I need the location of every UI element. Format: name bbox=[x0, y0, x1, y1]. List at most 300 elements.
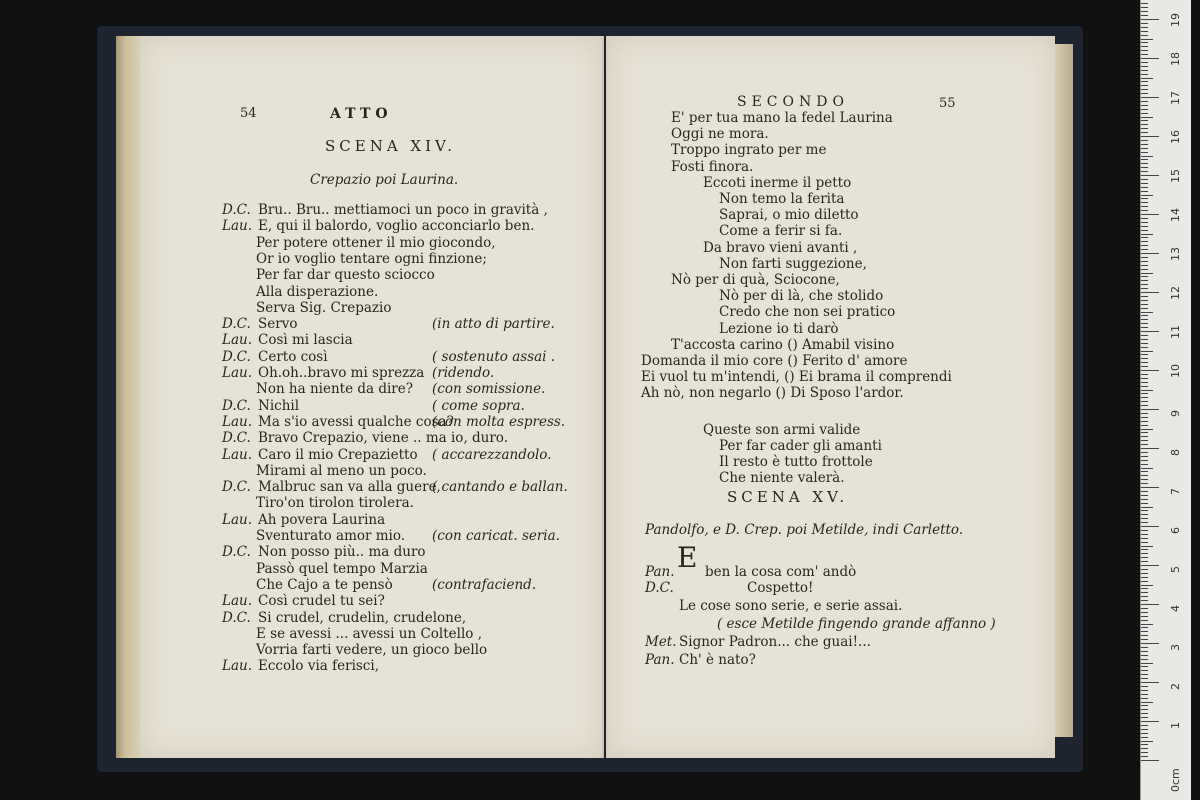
ruler-tick bbox=[1141, 401, 1148, 402]
ruler-tick bbox=[1141, 85, 1148, 86]
ruler-tick bbox=[1141, 62, 1148, 63]
dialogue-line: Eccolo via ferisci, bbox=[258, 658, 379, 675]
ruler-tick bbox=[1141, 191, 1148, 192]
ruler-tick bbox=[1141, 113, 1148, 114]
ruler-unit-label: 0cm bbox=[1169, 768, 1182, 792]
ruler-tick bbox=[1141, 42, 1148, 43]
ruler-number: 12 bbox=[1169, 286, 1182, 300]
speaker-label: Lau. bbox=[222, 511, 252, 528]
speaker-label: Pan. bbox=[645, 652, 675, 668]
verse-line: Troppo ingrato per me bbox=[671, 142, 827, 159]
dialogue-line: Serva Sig. Crepazio bbox=[256, 299, 392, 316]
ruler-tick bbox=[1141, 417, 1148, 418]
ruler-tick bbox=[1141, 358, 1148, 359]
dialogue-line: ben la cosa com' andò bbox=[705, 564, 857, 580]
ruler-tick bbox=[1141, 183, 1148, 184]
ruler-tick bbox=[1141, 510, 1148, 511]
dialogue-line: Servo bbox=[258, 316, 298, 333]
ruler-tick bbox=[1141, 444, 1148, 445]
ruler-tick bbox=[1141, 46, 1148, 47]
dialogue-line: Ma s'io avessi qualche cosa? bbox=[258, 413, 454, 430]
ruler-tick bbox=[1141, 464, 1148, 465]
ruler-tick bbox=[1141, 569, 1148, 570]
ruler-tick bbox=[1141, 600, 1148, 601]
verse-line: Per far cader gli amanti bbox=[719, 437, 882, 454]
dialogue-line: E, qui il balordo, voglio acconciarlo ben. bbox=[258, 218, 535, 235]
dialogue-line: Tiro'on tirolon tirolera. bbox=[256, 495, 414, 512]
ruler-tick bbox=[1141, 327, 1148, 328]
dialogue-line: Signor Padron... che guai!... bbox=[679, 634, 871, 650]
ruler-tick bbox=[1141, 335, 1148, 336]
ruler-tick bbox=[1141, 616, 1148, 617]
ruler-tick bbox=[1141, 198, 1148, 199]
ruler-tick bbox=[1141, 362, 1148, 363]
verse-line: Oggi ne mora. bbox=[671, 126, 769, 143]
speaker-label: D.C. bbox=[222, 479, 251, 496]
ruler-tick bbox=[1141, 179, 1148, 180]
ruler-tick bbox=[1141, 284, 1148, 285]
ruler-tick bbox=[1141, 725, 1148, 726]
ruler-tick bbox=[1141, 663, 1153, 664]
verse-line: Che niente valerà. bbox=[719, 470, 845, 487]
ruler-tick bbox=[1141, 319, 1148, 320]
speaker-label: Lau. bbox=[222, 365, 252, 381]
dialogue-line: Certo così bbox=[258, 348, 328, 365]
ruler-number: 7 bbox=[1169, 488, 1182, 495]
dialogue-line: Non posso più.. ma duro bbox=[258, 544, 426, 561]
ruler-tick bbox=[1141, 27, 1148, 28]
ruler-tick bbox=[1141, 351, 1153, 352]
ruler-number: 6 bbox=[1169, 527, 1182, 534]
ruler-tick bbox=[1141, 721, 1159, 722]
ruler-tick bbox=[1141, 382, 1148, 383]
ruler-tick bbox=[1141, 140, 1148, 141]
ruler-tick bbox=[1141, 717, 1148, 718]
ruler-tick bbox=[1141, 35, 1148, 36]
ruler-tick bbox=[1141, 534, 1148, 535]
ruler-tick bbox=[1141, 70, 1148, 71]
left-page bbox=[140, 36, 604, 758]
ruler-tick bbox=[1141, 19, 1159, 20]
stage-note: ( sostenuto assai . bbox=[432, 348, 556, 365]
dialogue-line: Ah povera Laurina bbox=[258, 511, 386, 528]
verse-line: Fosti finora. bbox=[671, 158, 754, 175]
ruler-number: 1 bbox=[1169, 722, 1182, 729]
verse-line: Nò per di là, che stolido bbox=[719, 288, 884, 305]
speaker-label: Lau. bbox=[222, 218, 252, 235]
speaker-label: D.C. bbox=[222, 202, 251, 218]
ruler-tick bbox=[1141, 218, 1148, 219]
dialogue-line: Oh.oh..bravo mi sprezza bbox=[258, 365, 425, 381]
ruler-tick bbox=[1141, 475, 1148, 476]
stage-note: (ridendo. bbox=[432, 365, 495, 381]
ruler-tick bbox=[1141, 31, 1148, 32]
dialogue-line: Le cose sono serie, e serie assai. bbox=[679, 598, 903, 614]
ruler-tick bbox=[1141, 234, 1153, 235]
left-page-number: 54 bbox=[240, 106, 257, 121]
right-page bbox=[606, 36, 1055, 758]
ruler-tick bbox=[1141, 101, 1148, 102]
ruler-tick bbox=[1141, 66, 1148, 67]
ruler-tick bbox=[1141, 690, 1148, 691]
ruler-tick bbox=[1141, 468, 1153, 469]
verse-line: E' per tua mano la fedel Laurina bbox=[671, 110, 893, 126]
ruler-tick bbox=[1141, 756, 1148, 757]
ruler-tick bbox=[1141, 713, 1148, 714]
ruler-tick bbox=[1141, 647, 1148, 648]
stage-note: (con caricat. seria. bbox=[432, 528, 560, 544]
ruler-tick bbox=[1141, 483, 1148, 484]
speaker-label: Lau. bbox=[222, 332, 252, 349]
stage-note: ( accarezzandolo. bbox=[432, 446, 552, 463]
verse-line: Non temo la ferita bbox=[719, 191, 845, 207]
ruler-tick bbox=[1141, 581, 1148, 582]
ruler-tick bbox=[1141, 436, 1148, 437]
ruler-tick bbox=[1141, 503, 1148, 504]
speaker-label: Pan. bbox=[645, 564, 675, 580]
right-page-number: 55 bbox=[939, 96, 956, 111]
dialogue-line: E se avessi ... avessi un Coltello , bbox=[256, 625, 482, 642]
ruler-tick bbox=[1141, 670, 1148, 671]
dialogue-line: Malbruc san va alla guere, bbox=[258, 479, 441, 496]
ruler-number: 16 bbox=[1169, 130, 1182, 144]
verse-line: Non farti suggezione, bbox=[719, 255, 867, 272]
ruler-tick bbox=[1141, 522, 1148, 523]
ruler-tick bbox=[1141, 413, 1148, 414]
ruler-tick bbox=[1141, 167, 1148, 168]
ruler-number: 11 bbox=[1169, 325, 1182, 339]
ruler-tick bbox=[1141, 592, 1148, 593]
ruler-tick bbox=[1141, 393, 1148, 394]
ruler-tick bbox=[1141, 265, 1148, 266]
ruler-tick bbox=[1141, 635, 1148, 636]
ruler-tick bbox=[1141, 452, 1148, 453]
ruler-number: 4 bbox=[1169, 605, 1182, 612]
speaker-label: Lau. bbox=[222, 413, 252, 430]
ruler-tick bbox=[1141, 397, 1148, 398]
ruler-tick bbox=[1141, 666, 1148, 667]
speaker-label: Lau. bbox=[222, 593, 252, 610]
ruler-tick bbox=[1141, 280, 1148, 281]
stage-note: ( come sopra. bbox=[432, 397, 525, 414]
ruler-tick bbox=[1141, 206, 1148, 207]
ruler-tick bbox=[1141, 702, 1153, 703]
ruler-tick bbox=[1141, 627, 1148, 628]
dialogue-line: Cospetto! bbox=[747, 580, 814, 596]
ruler-number: 13 bbox=[1169, 247, 1182, 261]
ruler-tick bbox=[1141, 312, 1153, 313]
ruler-tick bbox=[1141, 460, 1148, 461]
dialogue-line: Passò quel tempo Marzia bbox=[256, 560, 428, 577]
ruler-tick bbox=[1141, 507, 1153, 508]
ruler-tick bbox=[1141, 175, 1159, 176]
ruler-number: 15 bbox=[1169, 169, 1182, 183]
verse-line: Da bravo vieni avanti , bbox=[703, 239, 858, 256]
right-stage-direction: Pandolfo, e D. Crep. poi Metilde, indi Carletto. bbox=[645, 522, 964, 538]
ruler-number: 14 bbox=[1169, 208, 1182, 222]
ruler-tick bbox=[1141, 741, 1153, 742]
ruler-tick bbox=[1141, 3, 1148, 4]
ruler-tick bbox=[1141, 694, 1148, 695]
ruler-tick bbox=[1141, 245, 1148, 246]
speaker-label: D.C. bbox=[222, 609, 251, 626]
ruler-tick bbox=[1141, 156, 1153, 157]
ruler-tick bbox=[1141, 120, 1148, 121]
ruler-number: 3 bbox=[1169, 644, 1182, 651]
ruler-tick bbox=[1141, 737, 1148, 738]
stage-note: (con molta espress. bbox=[432, 413, 566, 430]
stage-note: ( cantando e ballan. bbox=[432, 479, 568, 496]
ruler-tick bbox=[1141, 409, 1159, 410]
ruler-tick bbox=[1141, 491, 1148, 492]
ruler-tick bbox=[1141, 230, 1148, 231]
dialogue-line: Bru.. Bru.. mettiamoci un poco in gravità , bbox=[258, 202, 548, 218]
ruler-tick bbox=[1141, 152, 1148, 153]
dialogue-line: Bravo Crepazio, viene .. ma io, duro. bbox=[258, 430, 508, 447]
measuring-ruler bbox=[1140, 0, 1191, 800]
ruler-tick bbox=[1141, 105, 1148, 106]
ruler-tick bbox=[1141, 549, 1148, 550]
ruler-tick bbox=[1141, 678, 1148, 679]
speaker-label: D.C. bbox=[645, 580, 674, 596]
ruler-tick bbox=[1141, 479, 1148, 480]
dialogue-line: Ch' è nato? bbox=[679, 652, 756, 668]
ruler-tick bbox=[1141, 237, 1148, 238]
ruler-tick bbox=[1141, 456, 1148, 457]
ruler-tick bbox=[1141, 530, 1148, 531]
ruler-tick bbox=[1141, 241, 1148, 242]
ruler-tick bbox=[1141, 526, 1159, 527]
ruler-tick bbox=[1141, 347, 1148, 348]
ruler-tick bbox=[1141, 339, 1148, 340]
ruler-tick bbox=[1141, 440, 1148, 441]
verse-line: Queste son armi valide bbox=[703, 421, 861, 438]
ruler-tick bbox=[1141, 760, 1159, 761]
drop-cap: E bbox=[677, 541, 698, 574]
right-running-head: SECONDO bbox=[737, 94, 849, 110]
verse-line: Come a ferir si fa. bbox=[719, 223, 843, 240]
ruler-tick bbox=[1141, 432, 1148, 433]
dialogue-line: Sventurato amor mio. bbox=[256, 528, 406, 544]
ruler-tick bbox=[1141, 128, 1148, 129]
ruler-tick bbox=[1141, 448, 1159, 449]
ruler-tick bbox=[1141, 323, 1148, 324]
ruler-tick bbox=[1141, 573, 1148, 574]
stage-note: (contrafaciend. bbox=[432, 576, 537, 593]
ruler-tick bbox=[1141, 11, 1148, 12]
ruler-tick bbox=[1141, 546, 1153, 547]
dialogue-line: Non ha niente da dire? bbox=[256, 381, 413, 398]
ruler-tick bbox=[1141, 50, 1148, 51]
ruler-tick bbox=[1141, 744, 1148, 745]
ruler-tick bbox=[1141, 495, 1148, 496]
ruler-number: 19 bbox=[1169, 13, 1182, 27]
ruler-tick bbox=[1141, 144, 1148, 145]
left-running-head: ATTO bbox=[330, 106, 393, 122]
ruler-tick bbox=[1141, 163, 1148, 164]
ruler-tick bbox=[1141, 187, 1148, 188]
ruler-number: 8 bbox=[1169, 449, 1182, 456]
ruler-tick bbox=[1141, 249, 1148, 250]
dialogue-line: Per potere ottener il mio giocondo, bbox=[256, 234, 496, 251]
ruler-tick bbox=[1141, 124, 1148, 125]
ruler-tick bbox=[1141, 471, 1148, 472]
verse-line: Il resto è tutto frottole bbox=[719, 454, 873, 470]
ruler-tick bbox=[1141, 698, 1148, 699]
speaker-label: D.C. bbox=[222, 316, 251, 333]
ruler-tick bbox=[1141, 354, 1148, 355]
ruler-tick bbox=[1141, 620, 1148, 621]
ruler-tick bbox=[1141, 315, 1148, 316]
ruler-tick bbox=[1141, 39, 1153, 40]
ruler-tick bbox=[1141, 148, 1148, 149]
ruler-number: 5 bbox=[1169, 566, 1182, 573]
right-scene-title: SCENA XV. bbox=[727, 488, 849, 506]
verse-line: Eccoti inerme il petto bbox=[703, 174, 852, 191]
ruler-tick bbox=[1141, 304, 1148, 305]
dialogue-line: Mirami al meno un poco. bbox=[256, 462, 427, 479]
verse-line: Ah nò, non negarlo () Di Sposo l'ardor. bbox=[641, 385, 904, 402]
speaker-label: D.C. bbox=[222, 348, 251, 365]
stage-note: ( esce Metilde fingendo grande affanno ) bbox=[717, 616, 996, 632]
dialogue-line: Si crudel, crudelin, crudelone, bbox=[258, 609, 467, 626]
speaker-label: Lau. bbox=[222, 658, 252, 675]
ruler-tick bbox=[1141, 78, 1153, 79]
ruler-tick bbox=[1141, 308, 1148, 309]
ruler-tick bbox=[1141, 58, 1159, 59]
speaker-label: Met. bbox=[645, 634, 677, 650]
ruler-tick bbox=[1141, 729, 1148, 730]
ruler-tick bbox=[1141, 202, 1148, 203]
ruler-tick bbox=[1141, 331, 1159, 332]
ruler-tick bbox=[1141, 425, 1148, 426]
speaker-label: D.C. bbox=[222, 397, 251, 414]
verse-line: Ei vuol tu m'intendi, () Ei brama il comprendi bbox=[641, 369, 952, 386]
ruler-tick bbox=[1141, 171, 1148, 172]
ruler-tick bbox=[1141, 378, 1148, 379]
ruler-tick bbox=[1141, 604, 1159, 605]
verse-line: T'accosta carino () Amabil visino bbox=[671, 336, 895, 353]
stage-note: (con somissione. bbox=[432, 381, 546, 398]
ruler-tick bbox=[1141, 705, 1148, 706]
ruler-tick bbox=[1141, 596, 1148, 597]
ruler-tick bbox=[1141, 752, 1148, 753]
ruler-tick bbox=[1141, 686, 1148, 687]
dialogue-line: Vorria farti vedere, un gioco bello bbox=[256, 642, 488, 659]
ruler-number: 9 bbox=[1169, 410, 1182, 417]
ruler-tick bbox=[1141, 132, 1148, 133]
ruler-tick bbox=[1141, 109, 1148, 110]
dialogue-line: Caro il mio Crepazietto bbox=[258, 446, 418, 463]
ruler-tick bbox=[1141, 386, 1148, 387]
ruler-tick bbox=[1141, 276, 1148, 277]
ruler-tick bbox=[1141, 655, 1148, 656]
ruler-tick bbox=[1141, 518, 1148, 519]
ruler-tick bbox=[1141, 659, 1148, 660]
ruler-tick bbox=[1141, 261, 1148, 262]
ruler-tick bbox=[1141, 214, 1159, 215]
ruler-tick bbox=[1141, 514, 1148, 515]
ruler-tick bbox=[1141, 370, 1159, 371]
ruler-tick bbox=[1141, 631, 1148, 632]
ruler-tick bbox=[1141, 374, 1148, 375]
ruler-tick bbox=[1141, 288, 1148, 289]
left-scene-title: SCENA XIV. bbox=[325, 137, 457, 155]
ruler-number: 10 bbox=[1169, 364, 1182, 378]
stage-note: (in atto di partire. bbox=[432, 316, 555, 333]
ruler-tick bbox=[1141, 651, 1148, 652]
dialogue-line: Alla disperazione. bbox=[256, 283, 379, 300]
ruler-tick bbox=[1141, 366, 1148, 367]
ruler-tick bbox=[1141, 117, 1153, 118]
ruler-number: 17 bbox=[1169, 91, 1182, 105]
ruler-tick bbox=[1141, 269, 1148, 270]
ruler-tick bbox=[1141, 487, 1159, 488]
left-stage-direction: Crepazio poi Laurina. bbox=[310, 172, 459, 188]
verse-line: Lezione io ti darò bbox=[719, 320, 839, 337]
ruler-tick bbox=[1141, 674, 1148, 675]
ruler-tick bbox=[1141, 292, 1159, 293]
ruler-tick bbox=[1141, 421, 1148, 422]
dialogue-line: Così mi lascia bbox=[258, 332, 353, 349]
ruler-tick bbox=[1141, 608, 1148, 609]
verse-line: Domanda il mio core () Ferito d' amore bbox=[641, 353, 908, 369]
dialogue-line: Così crudel tu sei? bbox=[258, 593, 385, 610]
ruler-tick bbox=[1141, 226, 1148, 227]
ruler-tick bbox=[1141, 159, 1148, 160]
ruler-tick bbox=[1141, 89, 1148, 90]
ruler-tick bbox=[1141, 624, 1153, 625]
ruler-tick bbox=[1141, 136, 1159, 137]
ruler-tick bbox=[1141, 709, 1148, 710]
ruler-tick bbox=[1141, 585, 1153, 586]
ruler-tick bbox=[1141, 81, 1148, 82]
ruler-tick bbox=[1141, 557, 1148, 558]
ruler-tick bbox=[1141, 7, 1148, 8]
ruler-tick bbox=[1141, 538, 1148, 539]
ruler-tick bbox=[1141, 499, 1148, 500]
dialogue-line: Or io voglio tentare ogni finzione; bbox=[256, 250, 487, 267]
ruler-tick bbox=[1141, 257, 1148, 258]
ruler-tick bbox=[1141, 273, 1153, 274]
ruler-tick bbox=[1141, 195, 1153, 196]
ruler-tick bbox=[1141, 97, 1159, 98]
ruler-tick bbox=[1141, 553, 1148, 554]
ruler-tick bbox=[1141, 222, 1148, 223]
dialogue-line: Per far dar questo sciocco bbox=[256, 267, 435, 284]
ruler-number: 18 bbox=[1169, 52, 1182, 66]
ruler-tick bbox=[1141, 542, 1148, 543]
ruler-tick bbox=[1141, 405, 1148, 406]
ruler-tick bbox=[1141, 300, 1148, 301]
ruler-tick bbox=[1141, 612, 1148, 613]
ruler-tick bbox=[1141, 74, 1148, 75]
ruler-tick bbox=[1141, 429, 1153, 430]
ruler-tick bbox=[1141, 561, 1148, 562]
ruler-tick bbox=[1141, 23, 1148, 24]
ruler-tick bbox=[1141, 253, 1159, 254]
ruler-number: 2 bbox=[1169, 683, 1182, 690]
speaker-label: Lau. bbox=[222, 446, 252, 463]
ruler-tick bbox=[1141, 682, 1159, 683]
ruler-tick bbox=[1141, 15, 1148, 16]
ruler-tick bbox=[1141, 565, 1159, 566]
ruler-tick bbox=[1141, 296, 1148, 297]
ruler-tick bbox=[1141, 748, 1148, 749]
speaker-label: D.C. bbox=[222, 544, 251, 561]
verse-line: Saprai, o mio diletto bbox=[719, 207, 859, 224]
ruler-tick bbox=[1141, 343, 1148, 344]
